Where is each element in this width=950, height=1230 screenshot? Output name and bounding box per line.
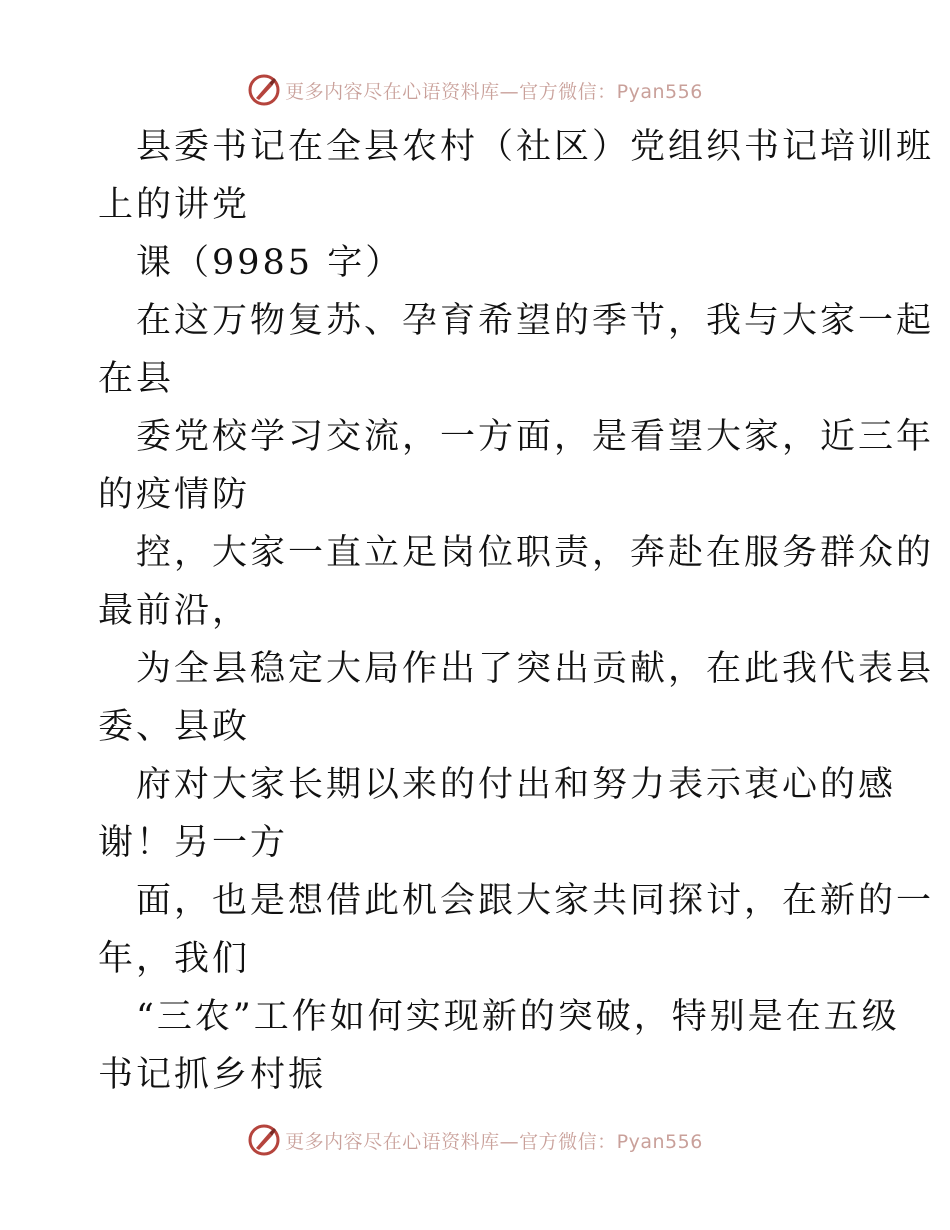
text-line: 县委书记在全县农村（社区）党组织书记培训班 <box>136 127 935 167</box>
pen-logo-icon <box>247 73 281 107</box>
text-line: 在这万物复苏、孕育希望的季节，我与大家一起 <box>136 301 935 341</box>
text-line: 谢！另一方 <box>98 823 289 863</box>
text-line: 上的讲党 <box>98 185 251 225</box>
text-line: 书记抓乡村振 <box>98 1055 327 1095</box>
document-body <box>98 118 935 1104</box>
pen-logo-icon <box>247 1123 281 1157</box>
text-line: 在县 <box>98 359 175 399</box>
header-watermark <box>0 70 950 110</box>
text-line: “三农”工作如何实现新的突破，特别是在五级 <box>136 997 900 1037</box>
text-line: 课（9985 字） <box>136 243 404 283</box>
text-line: 为全县稳定大局作出了突出贡献，在此我代表县 <box>136 649 935 689</box>
text-line: 控，大家一直立足岗位职责，奔赴在服务群众的 <box>136 533 935 573</box>
footer-watermark <box>0 1120 950 1160</box>
text-line: 委、县政 <box>98 707 251 747</box>
text-line: 最前沿， <box>98 591 251 631</box>
text-line: 府对大家长期以来的付出和努力表示衷心的感 <box>136 765 897 805</box>
watermark-text: 更多内容尽在心语资料库—官方微信：Pyan556 <box>285 80 703 103</box>
text-line: 的疫情防 <box>98 475 251 515</box>
text-line: 委党校学习交流，一方面，是看望大家，近三年 <box>136 417 935 457</box>
text-line: 面，也是想借此机会跟大家共同探讨，在新的一 <box>136 881 935 921</box>
text-line: 年，我们 <box>98 939 251 979</box>
watermark-text: 更多内容尽在心语资料库—官方微信：Pyan556 <box>285 1130 703 1153</box>
